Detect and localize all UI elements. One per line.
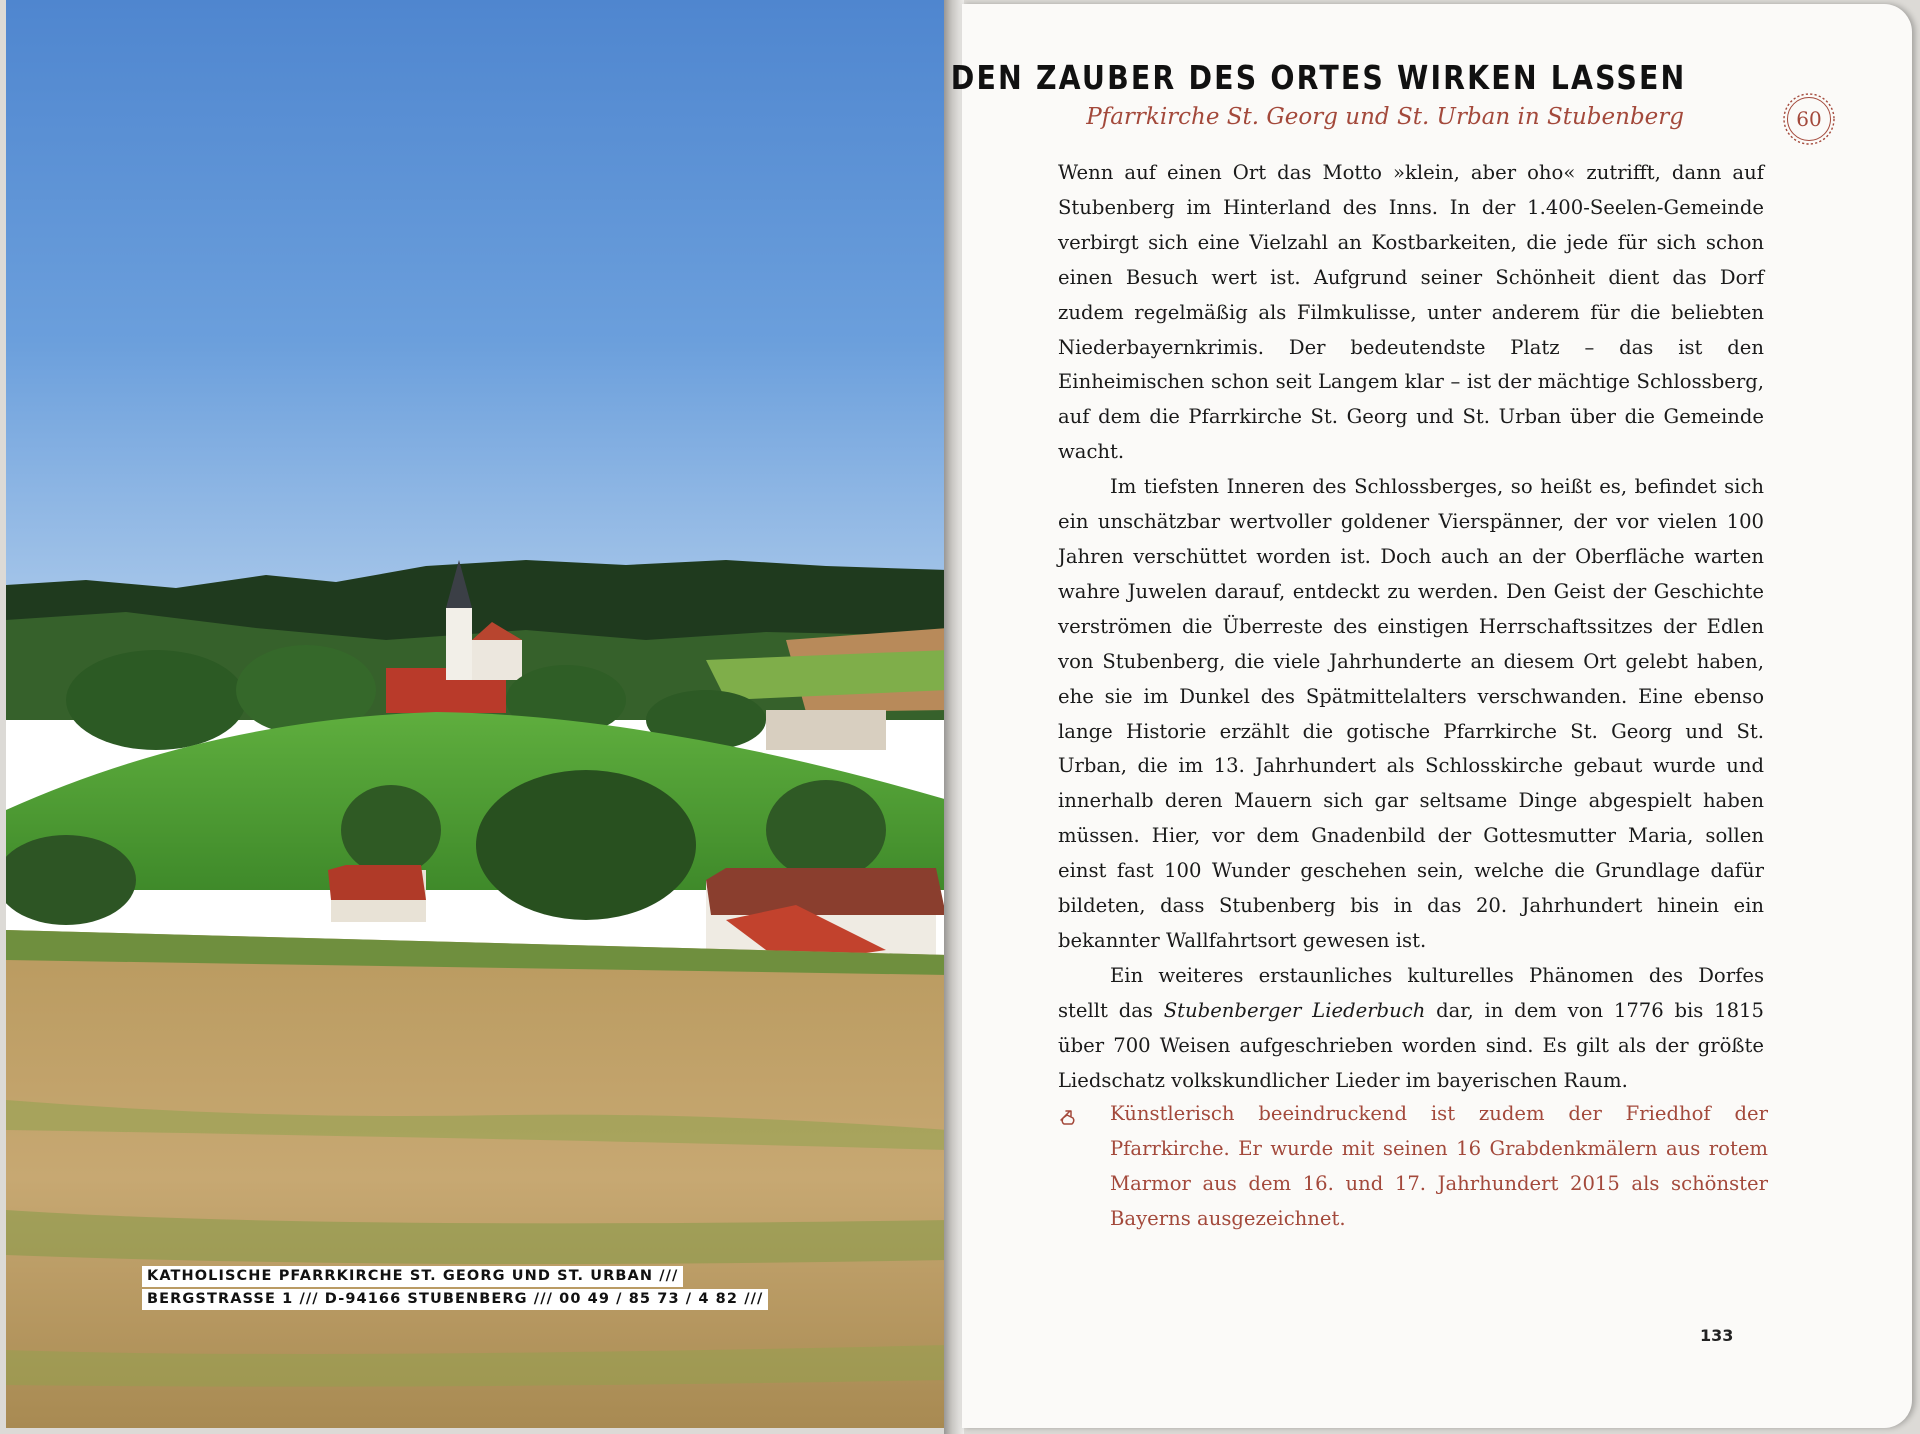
- paragraph-1: Wenn auf einen Ort das Motto »klein, aber oho« zutrifft, dann auf Stubenberg im Hinterland des Inns. In der 1.400-Seelen-Gemeinde verbirgt sich eine Vielzahl an Kostbarkeiten, die jede für sich schon einen Besuch wert ist. Aufgrund seiner Schönheit dient das Dorf zudem regelmäßig als Filmkulisse, unter anderem für die beliebten Niederbayernkrimis. Der bedeutendste Platz – das ist den Einheimischen schon seit Langem klar – ist der mächtige Schlossberg, auf dem die Pfarrkirche St. Georg und St. Urban über die Gemeinde wacht.: [1058, 161, 1764, 464]
- body-text: [1058, 156, 1764, 1098]
- headline: DEN ZAUBER DES ORTES WIRKEN LASSEN: [950, 58, 1686, 97]
- tip-box: [1058, 1096, 1768, 1236]
- subline: Pfarrkirche St. Georg und St. Urban in Stubenberg: [1086, 104, 1684, 130]
- tip-text: Künstlerisch beeindruckend ist zudem der Friedhof der Pfarrkirche. Er wurde mit seinen 16 Grabdenkmälern aus rotem Marmor aus dem 16. und 17. Jahrhundert 2015 als schönster Bayerns ausgezeichnet.: [1110, 1102, 1768, 1230]
- page-number: 133: [1700, 1326, 1734, 1345]
- photo-caption: [142, 1266, 768, 1310]
- paragraph-3-end: dar, in dem von 1776 bis 1815 über 700 Weisen aufgeschrieben worden sind. Es gilt als der größte Liedschatz volkskundlicher Lieder im bayerischen Raum.: [1058, 998, 1764, 1092]
- entry-number-badge: [1780, 90, 1838, 148]
- paragraph-3: [1058, 959, 1764, 1099]
- entry-number: 60: [1796, 107, 1822, 131]
- liederbuch-title: Stubenberger Liederbuch: [1163, 998, 1426, 1022]
- book-gutter: [944, 0, 964, 1434]
- paragraph-3-start: Ein weiteres erstaunliches kulturelles Phänomen des Dorfes stellt das: [1058, 963, 1764, 1022]
- hand-pointer-icon: [1058, 1106, 1080, 1128]
- caption-line-1: KATHOLISCHE PFARRKIRCHE ST. GEORG UND ST. URBAN ///: [142, 1266, 683, 1287]
- paragraph-2: Im tiefsten Inneren des Schlossberges, so heißt es, befindet sich ein unschätzbar wertvoller goldener Vierspänner, der vor vielen 100 Jahren verschüttet worden ist. Doch auch an der Oberfläche warten wahre Juwelen darauf, entdeckt zu werden. Den Geist der Geschichte verströmen die Überreste des einstigen Herrschaftssitzes der Edlen von Stubenberg, die viele Jahrhunderte an diesem Ort gelebt haben, ehe sie im Dunkel des Spätmittelalters verschwanden. Eine ebenso lange Historie erzählt die gotische Pfarrkirche St. Georg und St. Urban, die im 13. Jahrhundert als Schlosskirche gebaut wurde und innerhalb deren Mauern sich gar seltsame Dinge abgespielt haben müssen. Hier, vor dem Gnadenbild der Gottesmutter Maria, sollen einst fast 100 Wunder geschehen sein, welche die Grundlage dafür bildeten, dass Stubenberg bis in das 20. Jahrhundert hinein ein bekannter Wallfahrtsort gewesen ist.: [1058, 475, 1764, 952]
- village-landscape-photo: [6, 0, 948, 1428]
- caption-line-2: BERGSTRASSE 1 /// D-94166 STUBENBERG /// 00 49 / 85 73 / 4 82 ///: [142, 1289, 768, 1310]
- text-page: [950, 4, 1912, 1428]
- photo-page: [6, 0, 948, 1428]
